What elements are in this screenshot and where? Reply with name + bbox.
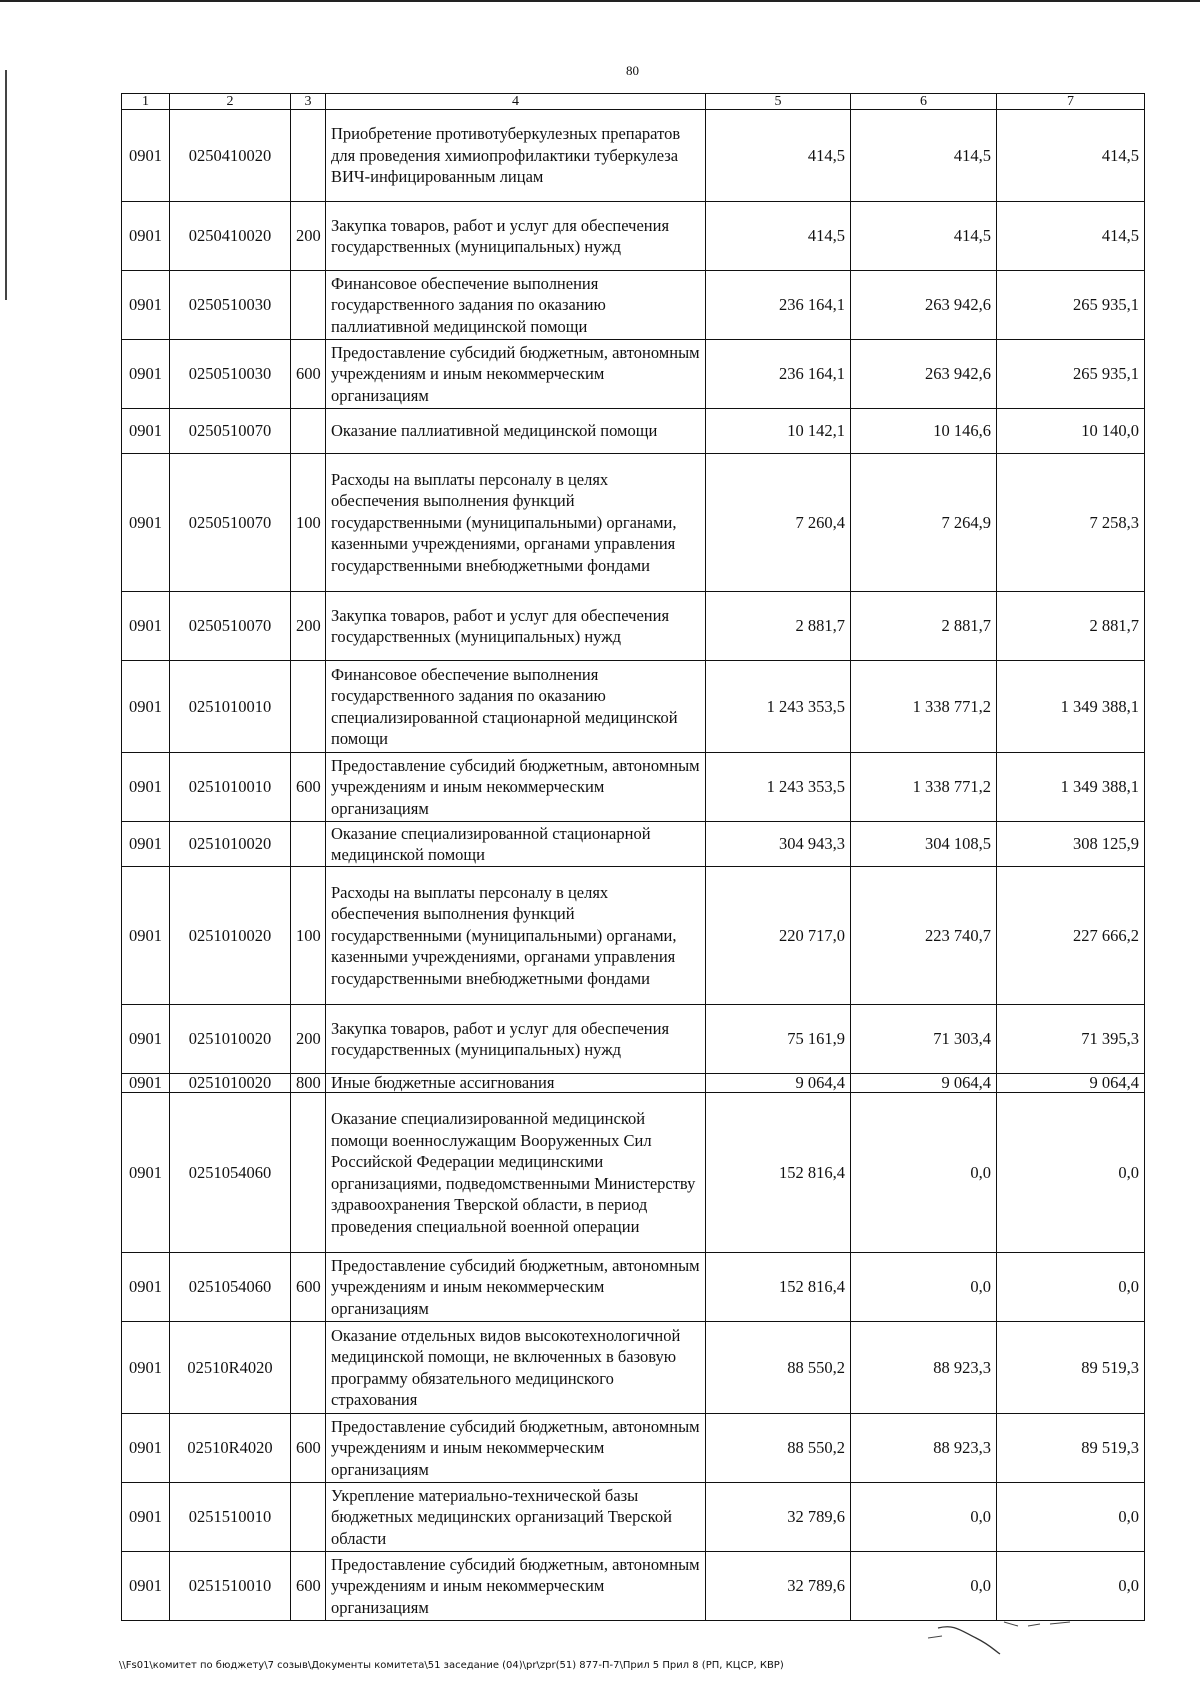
amount-col6-cell: 414,5 xyxy=(851,110,997,202)
amount-col5-cell: 236 164,1 xyxy=(706,271,851,340)
amount-col5-cell: 32 789,6 xyxy=(706,1552,851,1621)
table-row xyxy=(122,1253,1145,1322)
amount-col5-cell: 88 550,2 xyxy=(706,1322,851,1414)
top-border-line xyxy=(0,0,1200,2)
amount-col5-cell: 220 717,0 xyxy=(706,867,851,1005)
table-row xyxy=(122,661,1145,753)
table-row xyxy=(122,822,1145,867)
signature-mark xyxy=(920,1610,1090,1660)
header-cell: 2 xyxy=(170,94,291,110)
section-code-cell: 0901 xyxy=(122,1005,170,1074)
amount-col6-cell: 0,0 xyxy=(851,1552,997,1621)
item-name-cell: Оказание специализированной стационарной медицинской помощи xyxy=(326,822,706,867)
header-cell: 7 xyxy=(997,94,1145,110)
section-code-cell: 0901 xyxy=(122,661,170,753)
item-name-cell: Предоставление субсидий бюджетным, автономным учреждениям и иным некоммерческим организациям xyxy=(326,753,706,822)
amount-col5-cell: 1 243 353,5 xyxy=(706,753,851,822)
amount-col6-cell: 88 923,3 xyxy=(851,1322,997,1414)
amount-col5-cell: 2 881,7 xyxy=(706,592,851,661)
amount-col7-cell: 9 064,4 xyxy=(997,1074,1145,1093)
amount-col6-cell: 71 303,4 xyxy=(851,1005,997,1074)
amount-col6-cell: 0,0 xyxy=(851,1483,997,1552)
item-name-cell: Оказание отдельных видов высокотехнологичной медицинской помощи, не включенных в базовую программу обязательного медицинского страхования xyxy=(326,1322,706,1414)
amount-col7-cell: 1 349 388,1 xyxy=(997,753,1145,822)
target-article-code-cell: 0251054060 xyxy=(170,1093,291,1253)
amount-col7-cell: 414,5 xyxy=(997,110,1145,202)
header-cell: 4 xyxy=(326,94,706,110)
section-code-cell: 0901 xyxy=(122,592,170,661)
amount-col6-cell: 223 740,7 xyxy=(851,867,997,1005)
section-code-cell: 0901 xyxy=(122,110,170,202)
amount-col7-cell: 10 140,0 xyxy=(997,409,1145,454)
amount-col7-cell: 265 935,1 xyxy=(997,340,1145,409)
item-name-cell: Предоставление субсидий бюджетным, автономным учреждениям и иным некоммерческим организациям xyxy=(326,340,706,409)
section-code-cell: 0901 xyxy=(122,1074,170,1093)
section-code-cell: 0901 xyxy=(122,1253,170,1322)
amount-col5-cell: 414,5 xyxy=(706,110,851,202)
expense-type-code-cell: 100 xyxy=(291,867,326,1005)
amount-col7-cell: 2 881,7 xyxy=(997,592,1145,661)
target-article-code-cell: 0251010020 xyxy=(170,1005,291,1074)
amount-col6-cell: 263 942,6 xyxy=(851,271,997,340)
target-article-code-cell: 02510R4020 xyxy=(170,1322,291,1414)
amount-col7-cell: 414,5 xyxy=(997,202,1145,271)
expense-type-code-cell: 200 xyxy=(291,202,326,271)
item-name-cell: Расходы на выплаты персоналу в целях обеспечения выполнения функций государственными (муниципальными) органами, казенными учреждениями, органами управления государственными внебюджетными фондами xyxy=(326,867,706,1005)
target-article-code-cell: 0251010020 xyxy=(170,822,291,867)
page-number: 80 xyxy=(626,63,639,78)
expense-type-code-cell xyxy=(291,409,326,454)
amount-col6-cell: 1 338 771,2 xyxy=(851,753,997,822)
item-name-cell: Расходы на выплаты персоналу в целях обеспечения выполнения функций государственными (муниципальными) органами, казенными учреждениями, органами управления государственными внебюджетными фондами xyxy=(326,454,706,592)
amount-col7-cell: 89 519,3 xyxy=(997,1322,1145,1414)
section-code-cell: 0901 xyxy=(122,1414,170,1483)
item-name-cell: Предоставление субсидий бюджетным, автономным учреждениям и иным некоммерческим организациям xyxy=(326,1414,706,1483)
amount-col6-cell: 2 881,7 xyxy=(851,592,997,661)
target-article-code-cell: 0251054060 xyxy=(170,1253,291,1322)
footer-file-path: \\Fs01\комитет по бюджету\7 созыв\Документы комитета\51 заседание (04)\pr\zpr(51) 877-П-7\Прил 5 Прил 8 (РП, КЦСР, КВР) xyxy=(119,1660,784,1671)
table-row xyxy=(122,1074,1145,1093)
target-article-code-cell: 02510R4020 xyxy=(170,1414,291,1483)
target-article-code-cell: 0251010010 xyxy=(170,753,291,822)
budget-table xyxy=(121,93,1145,1621)
table-row xyxy=(122,454,1145,592)
amount-col6-cell: 263 942,6 xyxy=(851,340,997,409)
amount-col6-cell: 7 264,9 xyxy=(851,454,997,592)
amount-col6-cell: 1 338 771,2 xyxy=(851,661,997,753)
expense-type-code-cell: 200 xyxy=(291,1005,326,1074)
table-row xyxy=(122,340,1145,409)
amount-col5-cell: 414,5 xyxy=(706,202,851,271)
amount-col7-cell: 0,0 xyxy=(997,1483,1145,1552)
amount-col5-cell: 32 789,6 xyxy=(706,1483,851,1552)
amount-col7-cell: 7 258,3 xyxy=(997,454,1145,592)
target-article-code-cell: 0251010020 xyxy=(170,1074,291,1093)
header-cell: 3 xyxy=(291,94,326,110)
item-name-cell: Закупка товаров, работ и услуг для обеспечения государственных (муниципальных) нужд xyxy=(326,1005,706,1074)
expense-type-code-cell: 600 xyxy=(291,753,326,822)
item-name-cell: Финансовое обеспечение выполнения государственного задания по оказанию паллиативной медицинской помощи xyxy=(326,271,706,340)
amount-col5-cell: 7 260,4 xyxy=(706,454,851,592)
target-article-code-cell: 0250510030 xyxy=(170,340,291,409)
expense-type-code-cell: 200 xyxy=(291,592,326,661)
table-row xyxy=(122,1005,1145,1074)
amount-col7-cell: 71 395,3 xyxy=(997,1005,1145,1074)
target-article-code-cell: 0250410020 xyxy=(170,202,291,271)
table-row xyxy=(122,1483,1145,1552)
amount-col7-cell: 265 935,1 xyxy=(997,271,1145,340)
expense-type-code-cell: 800 xyxy=(291,1074,326,1093)
amount-col7-cell: 89 519,3 xyxy=(997,1414,1145,1483)
expense-type-code-cell xyxy=(291,1322,326,1414)
section-code-cell: 0901 xyxy=(122,409,170,454)
amount-col7-cell: 0,0 xyxy=(997,1093,1145,1253)
header-cell: 1 xyxy=(122,94,170,110)
amount-col5-cell: 75 161,9 xyxy=(706,1005,851,1074)
amount-col7-cell: 227 666,2 xyxy=(997,867,1145,1005)
section-code-cell: 0901 xyxy=(122,1322,170,1414)
table-row xyxy=(122,202,1145,271)
amount-col7-cell: 0,0 xyxy=(997,1253,1145,1322)
amount-col6-cell: 414,5 xyxy=(851,202,997,271)
table-row xyxy=(122,409,1145,454)
expense-type-code-cell xyxy=(291,661,326,753)
expense-type-code-cell: 600 xyxy=(291,1414,326,1483)
target-article-code-cell: 0250410020 xyxy=(170,110,291,202)
header-cell: 5 xyxy=(706,94,851,110)
item-name-cell: Закупка товаров, работ и услуг для обеспечения государственных (муниципальных) нужд xyxy=(326,202,706,271)
section-code-cell: 0901 xyxy=(122,1552,170,1621)
section-code-cell: 0901 xyxy=(122,202,170,271)
expense-type-code-cell: 600 xyxy=(291,340,326,409)
target-article-code-cell: 0250510070 xyxy=(170,454,291,592)
target-article-code-cell: 0251510010 xyxy=(170,1552,291,1621)
table-row xyxy=(122,1093,1145,1253)
item-name-cell: Иные бюджетные ассигнования xyxy=(326,1074,706,1093)
section-code-cell: 0901 xyxy=(122,271,170,340)
table-row xyxy=(122,1414,1145,1483)
amount-col5-cell: 9 064,4 xyxy=(706,1074,851,1093)
section-code-cell: 0901 xyxy=(122,822,170,867)
item-name-cell: Оказание специализированной медицинской помощи военнослужащим Вооруженных Сил Российской Федерации медицинскими организациями, подведомственными Министерству здравоохранения Тверской области, в период проведения специальной военной операции xyxy=(326,1093,706,1253)
target-article-code-cell: 0251510010 xyxy=(170,1483,291,1552)
item-name-cell: Закупка товаров, работ и услуг для обеспечения государственных (муниципальных) нужд xyxy=(326,592,706,661)
expense-type-code-cell xyxy=(291,110,326,202)
amount-col5-cell: 88 550,2 xyxy=(706,1414,851,1483)
section-code-cell: 0901 xyxy=(122,454,170,592)
target-article-code-cell: 0250510030 xyxy=(170,271,291,340)
expense-type-code-cell xyxy=(291,1093,326,1253)
section-code-cell: 0901 xyxy=(122,1483,170,1552)
amount-col5-cell: 236 164,1 xyxy=(706,340,851,409)
amount-col7-cell: 1 349 388,1 xyxy=(997,661,1145,753)
expense-type-code-cell xyxy=(291,271,326,340)
amount-col5-cell: 1 243 353,5 xyxy=(706,661,851,753)
amount-col6-cell: 9 064,4 xyxy=(851,1074,997,1093)
amount-col7-cell: 308 125,9 xyxy=(997,822,1145,867)
table-row xyxy=(122,110,1145,202)
section-code-cell: 0901 xyxy=(122,1093,170,1253)
section-code-cell: 0901 xyxy=(122,340,170,409)
header-cell: 6 xyxy=(851,94,997,110)
item-name-cell: Приобретение противотуберкулезных препаратов для проведения химиопрофилактики туберкулеза ВИЧ-инфицированным лицам xyxy=(326,110,706,202)
expense-type-code-cell: 100 xyxy=(291,454,326,592)
target-article-code-cell: 0250510070 xyxy=(170,409,291,454)
target-article-code-cell: 0250510070 xyxy=(170,592,291,661)
target-article-code-cell: 0251010010 xyxy=(170,661,291,753)
table-row xyxy=(122,1322,1145,1414)
table-row xyxy=(122,753,1145,822)
section-code-cell: 0901 xyxy=(122,867,170,1005)
expense-type-code-cell: 600 xyxy=(291,1253,326,1322)
item-name-cell: Финансовое обеспечение выполнения государственного задания по оказанию специализированной стационарной медицинской помощи xyxy=(326,661,706,753)
table-row xyxy=(122,592,1145,661)
item-name-cell: Предоставление субсидий бюджетным, автономным учреждениям и иным некоммерческим организациям xyxy=(326,1253,706,1322)
amount-col5-cell: 152 816,4 xyxy=(706,1253,851,1322)
table-row xyxy=(122,867,1145,1005)
expense-type-code-cell xyxy=(291,822,326,867)
amount-col6-cell: 304 108,5 xyxy=(851,822,997,867)
amount-col7-cell: 0,0 xyxy=(997,1552,1145,1621)
expense-type-code-cell xyxy=(291,1483,326,1552)
expense-type-code-cell: 600 xyxy=(291,1552,326,1621)
item-name-cell: Укрепление материально-технической базы бюджетных медицинских организаций Тверской области xyxy=(326,1483,706,1552)
header-row xyxy=(122,94,1145,110)
amount-col6-cell: 0,0 xyxy=(851,1253,997,1322)
table-row xyxy=(122,271,1145,340)
section-code-cell: 0901 xyxy=(122,753,170,822)
amount-col6-cell: 0,0 xyxy=(851,1093,997,1253)
scan-margin-mark xyxy=(5,70,7,300)
item-name-cell: Предоставление субсидий бюджетным, автономным учреждениям и иным некоммерческим организациям xyxy=(326,1552,706,1621)
item-name-cell: Оказание паллиативной медицинской помощи xyxy=(326,409,706,454)
amount-col6-cell: 10 146,6 xyxy=(851,409,997,454)
amount-col5-cell: 304 943,3 xyxy=(706,822,851,867)
amount-col6-cell: 88 923,3 xyxy=(851,1414,997,1483)
target-article-code-cell: 0251010020 xyxy=(170,867,291,1005)
amount-col5-cell: 10 142,1 xyxy=(706,409,851,454)
amount-col5-cell: 152 816,4 xyxy=(706,1093,851,1253)
